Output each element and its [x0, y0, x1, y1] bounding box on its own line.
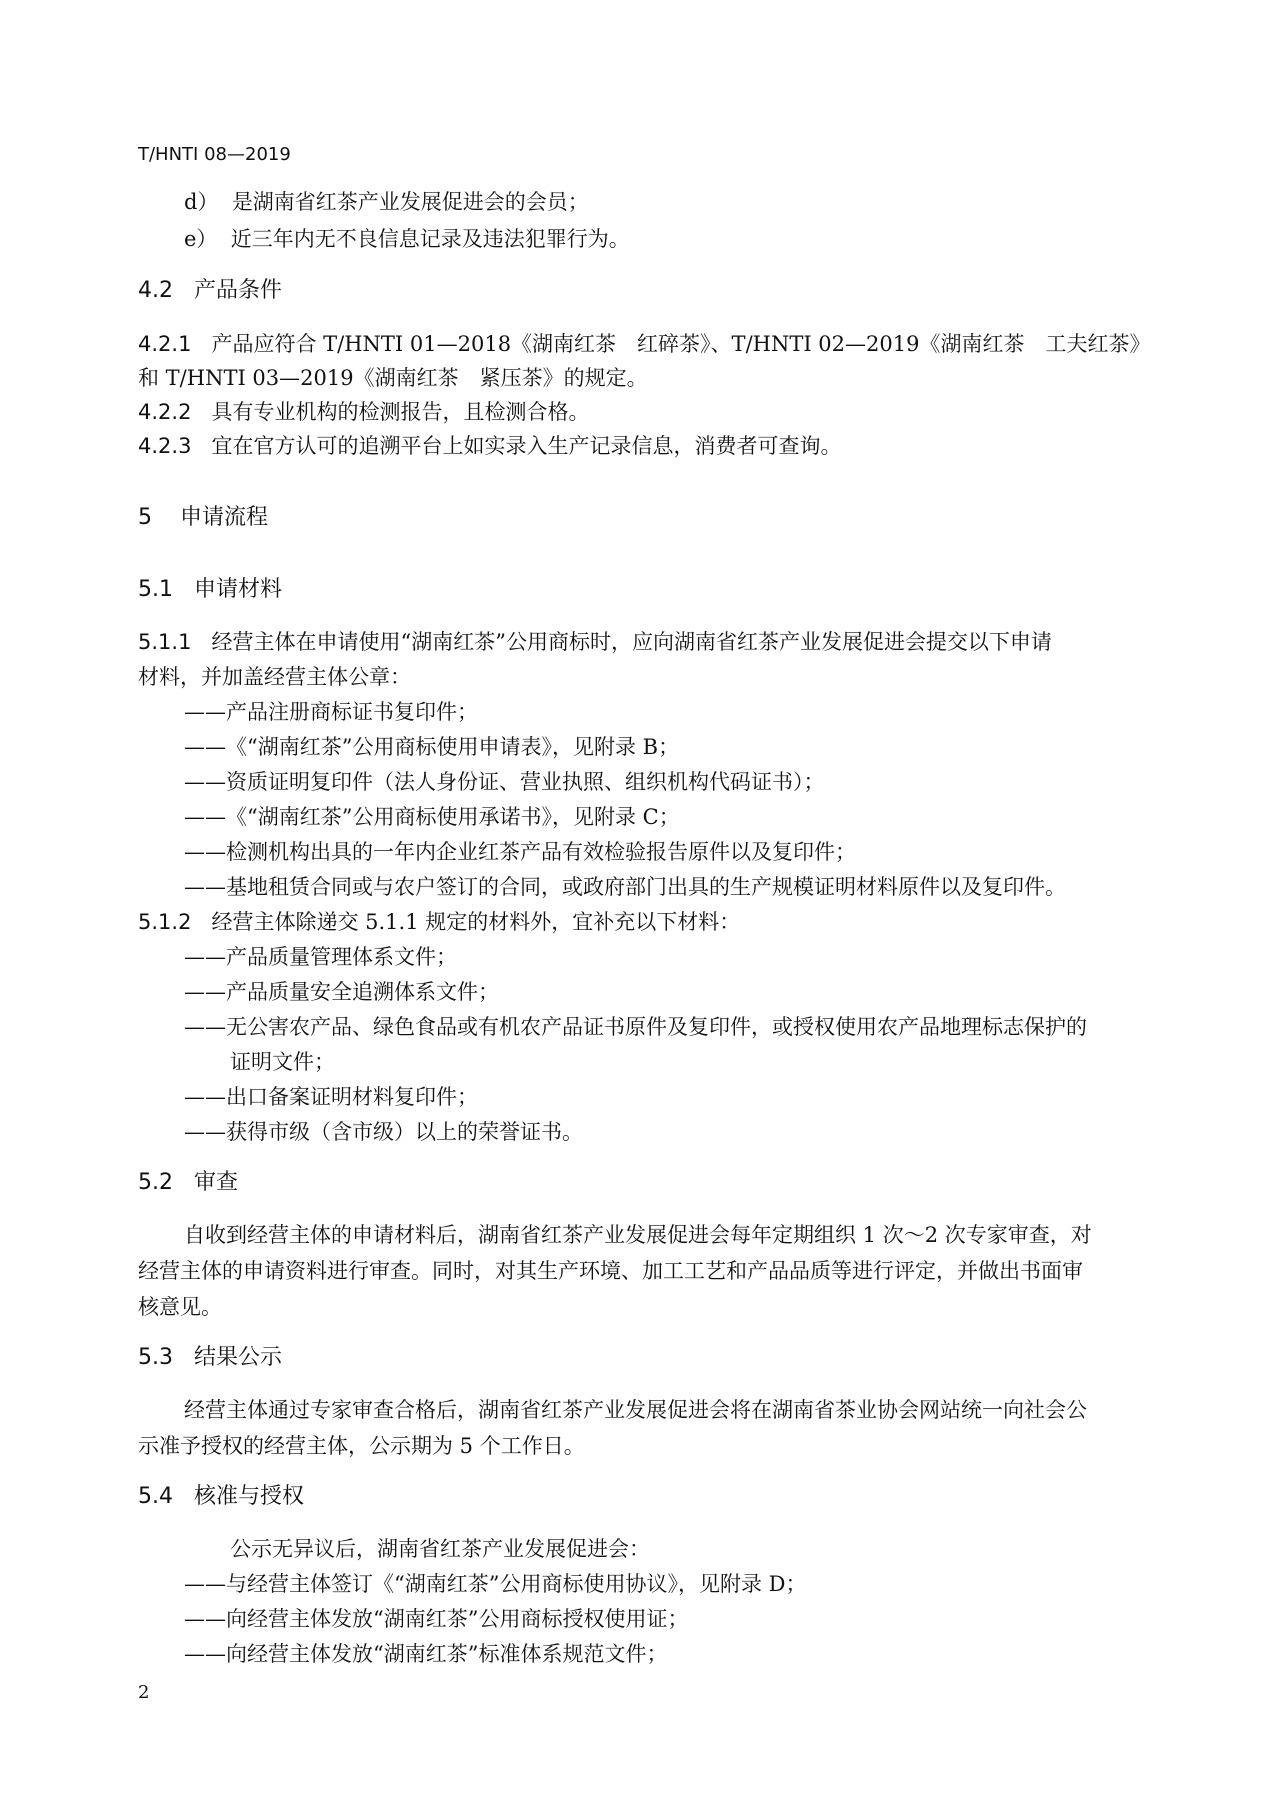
paragraph-line: 自收到经营主体的申请材料后，湖南省红茶产业发展促进会每年定期组织 1 次～2 次专家审查，对 — [184, 1223, 1092, 1247]
clause-number: 4.2.1 — [138, 332, 192, 356]
section-title: 结果公示 — [193, 1345, 282, 1370]
section-title: 审查 — [193, 1170, 238, 1195]
list-item — [184, 187, 589, 217]
standard-code-header: T/HNTI 08—2019 — [138, 144, 291, 165]
paragraph-line: 经营主体的申请资料进行审查。同时，对其生产环境、加工工艺和产品品质等进行评定，并做出书面审 — [138, 1259, 1083, 1283]
list-item-marker: e） — [184, 227, 218, 251]
section-number: 4.2 — [138, 278, 173, 303]
clause-continuation: 材料，并加盖经营主体公章： — [138, 665, 411, 689]
clause-text: 经营主体在申请使用“湖南红茶”公用商标时，应向湖南省红茶产业发展促进会提交以下申请 — [211, 630, 1052, 654]
list-item: ——资质证明复印件（法人身份证、营业执照、组织机构代码证书）； — [184, 770, 825, 794]
section-heading — [138, 575, 282, 605]
clause-text: 宜在官方认可的追溯平台上如实录入生产记录信息，消费者可查询。 — [211, 434, 842, 458]
list-item: ——基地租赁合同或与农户签订的合同，或政府部门出具的生产规模证明材料原件以及复印件。 — [184, 875, 1066, 899]
section-heading — [138, 276, 282, 306]
section-number: 5 — [138, 505, 152, 530]
list-item-text: 是湖南省红茶产业发展促进会的会员； — [231, 190, 589, 214]
list-item: ——产品质量管理体系文件； — [184, 945, 457, 969]
paragraph-line: 公示无异议后，湖南省红茶产业发展促进会： — [230, 1537, 650, 1561]
list-item: ——《“湖南红茶”公用商标使用申请表》，见附录 B； — [184, 735, 680, 759]
paragraph-line: 核意见。 — [138, 1295, 222, 1319]
paragraph-line: 示准予授权的经营主体，公示期为 5 个工作日。 — [138, 1434, 585, 1458]
section-title: 申请流程 — [179, 505, 268, 530]
list-item-continuation: 证明文件； — [230, 1050, 335, 1074]
list-item: ——与经营主体签订《“湖南红茶”公用商标使用协议》，见附录 D； — [184, 1572, 807, 1596]
clause-text: 经营主体除递交 5.1.1 规定的材料外，宜补充以下材料： — [211, 910, 741, 934]
section-heading — [138, 1482, 304, 1512]
section-heading — [138, 1168, 238, 1198]
list-item: ——向经营主体发放“湖南红茶”公用商标授权使用证； — [184, 1607, 689, 1631]
clause-continuation: 和 T/HNTI 03—2019《湖南红茶 紧压茶》的规定。 — [138, 366, 648, 390]
clause-5-1-2 — [138, 907, 740, 937]
section-number: 5.4 — [138, 1484, 173, 1509]
section-title: 申请材料 — [193, 577, 282, 602]
section-number: 5.1 — [138, 577, 173, 602]
paragraph-line: 经营主体通过专家审查合格后，湖南省红茶产业发展促进会将在湖南省茶业协会网站统一向社会公 — [184, 1398, 1087, 1422]
clause-number: 4.2.3 — [138, 434, 192, 458]
list-item: ——出口备案证明材料复印件； — [184, 1085, 478, 1109]
chapter-heading — [138, 503, 268, 533]
section-heading — [138, 1343, 282, 1373]
list-item: ——《“湖南红茶”公用商标使用承诺书》，见附录 C； — [184, 805, 680, 829]
list-item: ——产品注册商标证书复印件； — [184, 700, 478, 724]
list-item: ——检测机构出具的一年内企业红茶产品有效检验报告原件以及复印件； — [184, 840, 856, 864]
clause-number: 5.1.2 — [138, 910, 192, 934]
section-number: 5.3 — [138, 1345, 173, 1370]
list-item: ——无公害农产品、绿色食品或有机农产品证书原件及复印件，或授权使用农产品地理标志保护的 — [184, 1015, 1087, 1039]
list-item-text: 近三年内无不良信息记录及违法犯罪行为。 — [230, 227, 630, 251]
clause-number: 5.1.1 — [138, 630, 192, 654]
list-item-marker: d） — [184, 190, 219, 214]
clause-text: 具有专业机构的检测报告，且检测合格。 — [211, 400, 590, 424]
list-item: ——产品质量安全追溯体系文件； — [184, 980, 499, 1004]
clause-4-2-3 — [138, 431, 841, 461]
section-title: 产品条件 — [193, 278, 282, 303]
page-number: 2 — [138, 1682, 150, 1703]
clause-5-1-1 — [138, 627, 1052, 657]
list-item: ——向经营主体发放“湖南红茶”标准体系规范文件； — [184, 1642, 668, 1666]
list-item: ——获得市级（含市级）以上的荣誉证书。 — [184, 1120, 583, 1144]
clause-number: 4.2.2 — [138, 400, 192, 424]
clause-4-2-2 — [138, 397, 589, 427]
clause-4-2-1 — [138, 329, 1150, 359]
list-item — [184, 224, 630, 254]
clause-text: 产品应符合 T/HNTI 01—2018《湖南红茶 红碎茶》、T/HNTI 02—2019《湖南红茶 工夫红茶》 — [211, 332, 1151, 356]
section-title: 核准与授权 — [193, 1484, 304, 1509]
section-number: 5.2 — [138, 1170, 173, 1195]
